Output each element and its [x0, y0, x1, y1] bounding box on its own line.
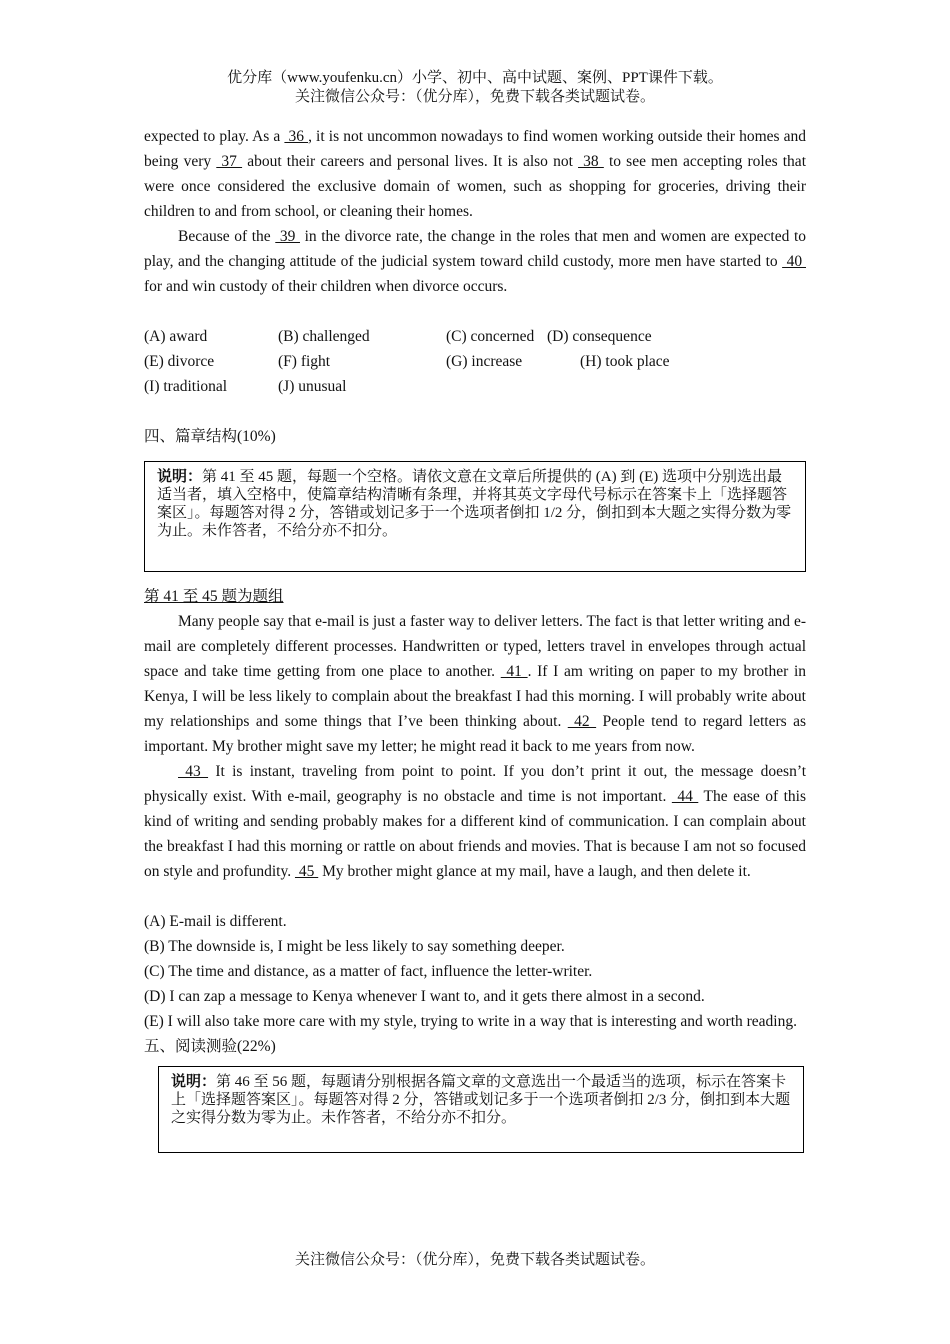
- text: in the divorce rate, the change in the roles that men and women are expected to play, and the changing attitude of the judicial system toward child custody, more men have started to: [144, 228, 807, 270]
- instruction-box-5: [158, 1066, 804, 1153]
- text: The ease of this kind of writing and sending probably makes for a different kind of communication. I can complain about the breakfast I had this morning or rattle on about friends and movies. That is because I am not so focused on style and profundity.: [144, 788, 806, 880]
- option-j: (J) unusual: [278, 378, 347, 395]
- text: It is instant, traveling from point to point. If you don’t print it out, the message doesn’t physically exist. With e-mail, geography is no obstacle and time is not important.: [144, 763, 807, 805]
- blank-45: 45: [294, 863, 319, 880]
- blank-38: 38: [578, 153, 604, 170]
- option-b: (B) challenged: [278, 328, 370, 345]
- paragraph-41-42: [144, 609, 806, 759]
- instruction-box-4: [144, 461, 806, 572]
- paragraph-36-38: [144, 124, 806, 224]
- blank-42: 42: [567, 713, 597, 730]
- paragraph-43-45: [144, 759, 806, 884]
- text: People tend to regard letters as important. My brother might save my letter; he might read it back to me years from now.: [144, 713, 807, 755]
- choice-d: (D) I can zap a message to Kenya whenever I want to, and it gets there almost in a second.: [144, 988, 705, 1005]
- text: My brother might glance at my mail, have a laugh, and then delete it.: [318, 863, 751, 880]
- instruction-text: 第 41 至 45 题，每题一个空格。请依文意在文章后所提供的 (A) 到 (E) 选项中分别选出最适当者，填入空格中，使篇章结构清晰有条理，并将其英文字母代号标示在答案卡上「选择题答案区」。每题答对得 2 分，答错或划记多于一个选项者倒扣 1/2 分，倒扣到本大题之实得分数为零为止。未作答者，不给分亦不扣分。: [157, 469, 792, 539]
- text: expected to play. As a: [144, 128, 285, 145]
- option-e: (E) divorce: [144, 353, 215, 370]
- blank-36: 36: [284, 128, 309, 145]
- blank-43: 43: [178, 763, 209, 780]
- instruction-text: 第 46 至 56 题，每题请分别根据各篇文章的文意选出一个最适当的选项，标示在答案卡上「选择题答案区」。每题答对得 2 分，答错或划记多于一个选项者倒扣 2/3 分，倒扣到本大题之实得分数为零为止。未作答者，不给分亦不扣分。: [171, 1074, 791, 1126]
- option-c: (C) concerned: [446, 328, 535, 345]
- option-g: (G) increase: [446, 353, 523, 370]
- footer-line: 关注微信公众号：（优分库），免费下载各类试题试卷。: [294, 1252, 655, 1268]
- option-h: (H) took place: [580, 353, 670, 370]
- option-f: (F) fight: [278, 353, 331, 370]
- text: to see men accepting roles that were once considered the exclusive domain of women, such as shopping for groceries, driving their children to and from school, or cleaning their homes.: [144, 153, 806, 220]
- blank-44: 44: [671, 788, 699, 805]
- document-body: [144, 124, 806, 1153]
- choice-c: (C) The time and distance, as a matter of fact, influence the letter-writer.: [144, 963, 593, 980]
- text: Many people say that e-mail is just a faster way to deliver letters. The fact is that letter writing and e-mail are completely different processes. Handwritten or typed, letters travel in envelopes through actual space and take time getting from one place to another.: [144, 613, 806, 680]
- paragraph-39-40: [144, 224, 806, 299]
- blank-39: 39: [275, 228, 300, 245]
- option-row-2: [144, 349, 806, 374]
- group-title: 第 41 至 45 题为题组: [144, 588, 284, 605]
- header-line-1: 优分库（www.youfenku.cn）小学、初中、高中试题、案例、PPT课件下载。: [227, 70, 723, 86]
- blank-41: 41: [500, 663, 528, 680]
- text: , it is not uncommon nowadays to find women working outside their homes and being very: [144, 128, 807, 170]
- option-row-3: [144, 374, 806, 399]
- instruction-label: 说明：: [171, 1074, 217, 1090]
- text: for and win custody of their children when divorce occurs.: [144, 278, 508, 295]
- choice-b: (B) The downside is, I might be less likely to say something deeper.: [144, 938, 565, 955]
- blank-40: 40: [782, 253, 806, 270]
- choice-a: (A) E-mail is different.: [144, 913, 287, 930]
- section-heading-4: 四、篇章结构(10%): [144, 428, 276, 445]
- option-row-1: [144, 324, 806, 349]
- blank-37: 37: [216, 153, 243, 170]
- section-heading-5: 五、阅读测验(22%): [144, 1038, 276, 1055]
- text: . If I am writing on paper to my brother in Kenya, I will be less likely to complain about the breakfast I had this morning. I will probably write about my relationships and some things that I’ve been thinking about.: [144, 663, 807, 730]
- option-a: (A) award: [144, 328, 208, 345]
- text: Because of the: [178, 228, 276, 245]
- choice-e: (E) I will also take more care with my style, trying to write in a way that is interesting and worth reading.: [144, 1013, 797, 1030]
- option-d: (D) consequence: [547, 328, 652, 345]
- option-i: (I) traditional: [144, 378, 228, 395]
- header-line-2: 关注微信公众号：（优分库），免费下载各类试题试卷。: [294, 89, 655, 105]
- text: about their careers and personal lives. It is also not: [242, 153, 579, 170]
- instruction-label: 说明：: [157, 469, 203, 485]
